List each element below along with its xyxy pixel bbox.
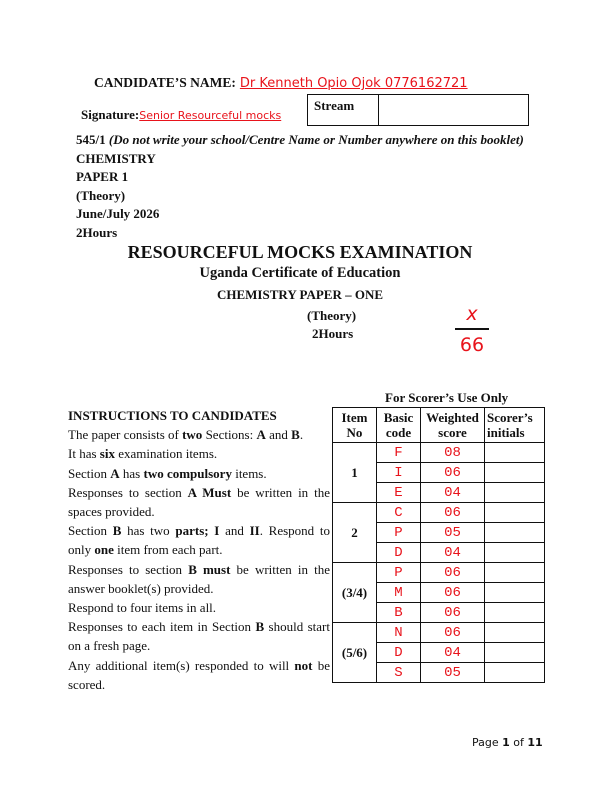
weighted-score: 05 <box>421 523 485 543</box>
paper-code-line <box>76 131 524 150</box>
candidate-name-value: Dr Kenneth Opio Ojok 0776162721 <box>239 76 468 91</box>
instruction-4: Responses to section A Must be written in the spaces provided. <box>68 484 331 520</box>
paper-date: June/July 2026 <box>76 206 160 221</box>
scorer-initials-cell[interactable] <box>485 623 545 643</box>
weighted-score: 06 <box>421 463 485 483</box>
basic-code: N <box>377 623 421 643</box>
score-fraction <box>452 302 492 356</box>
instructions-heading: INSTRUCTIONS TO CANDIDATES <box>68 408 277 423</box>
scorer-table-header <box>333 408 545 443</box>
instruction-6: Responses to section B must be written in the answer booklet(s) provided. <box>68 561 331 596</box>
page-number: Page 1 of 11 <box>472 736 543 749</box>
scorer-initials-cell[interactable] <box>485 463 545 483</box>
basic-code: D <box>377 543 421 563</box>
paper-details <box>76 131 524 242</box>
basic-code: B <box>377 603 421 623</box>
scorer-initials-cell[interactable] <box>485 603 545 623</box>
basic-code: S <box>377 663 421 683</box>
stream-divider <box>378 95 379 125</box>
table-row <box>333 443 545 463</box>
paper-number: PAPER 1 <box>76 169 129 184</box>
scorer-caption: For Scorer’s Use Only <box>385 390 509 405</box>
scorer-initials-cell[interactable] <box>485 643 545 663</box>
paper-duration: 2Hours <box>76 224 118 240</box>
stream-label: Stream <box>314 98 355 113</box>
paper-subject: CHEMISTRY <box>76 150 156 166</box>
instruction-9: Any additional item(s) responded to will not be scored. <box>68 657 330 692</box>
basic-code: C <box>377 503 421 523</box>
instruction-2: It has six examination items. <box>68 446 218 462</box>
scorer-initials-cell[interactable] <box>485 443 545 463</box>
basic-code: D <box>377 643 421 663</box>
scorer-initials-cell[interactable] <box>485 663 545 683</box>
paper-code: 545/1 <box>76 132 106 147</box>
instruction-7: Respond to four items in all. <box>68 600 217 616</box>
scorer-initials-cell[interactable] <box>485 583 545 603</box>
weighted-score: 06 <box>421 623 485 643</box>
table-row <box>333 623 545 643</box>
header-weighted-score: Weighted score <box>421 408 485 443</box>
item-number: 2 <box>333 503 377 563</box>
signature-label: Signature: <box>81 107 140 122</box>
weighted-score: 04 <box>421 643 485 663</box>
weighted-score: 04 <box>421 483 485 503</box>
weighted-score: 05 <box>421 663 485 683</box>
exam-title: RESOURCEFUL MOCKS EXAMINATION <box>127 242 473 262</box>
scorer-initials-cell[interactable] <box>485 523 545 543</box>
item-number: 1 <box>333 443 377 503</box>
instruction-5: Section B has two parts; I and II. Respond to only one item from each part. <box>68 523 330 558</box>
scorer-initials-cell[interactable] <box>485 503 545 523</box>
item-number: (3/4) <box>333 563 377 623</box>
weighted-score: 06 <box>421 583 485 603</box>
header-basic-code: Basic code <box>377 408 421 443</box>
basic-code: E <box>377 483 421 503</box>
basic-code: F <box>377 443 421 463</box>
signature-line <box>81 107 281 123</box>
score-denominator: 66 <box>459 333 485 356</box>
paper-note: (Do not write your school/Centre Name or Number anywhere on this booklet) <box>108 132 524 147</box>
basic-code: P <box>377 523 421 543</box>
table-row <box>333 503 545 523</box>
basic-code: M <box>377 583 421 603</box>
candidate-name-line <box>94 75 468 91</box>
weighted-score: 06 <box>421 503 485 523</box>
header-scorer-initials: Scorer’s initials <box>485 408 545 443</box>
signature-value: Senior Resourceful mocks <box>139 109 282 122</box>
stream-box <box>307 94 529 126</box>
instruction-3: Section A has two compulsory items. <box>68 465 267 481</box>
paper-type-center: (Theory) <box>307 308 357 323</box>
basic-code: P <box>377 563 421 583</box>
header-item-no: Item No <box>333 408 377 443</box>
instruction-8: Responses to each item in Section B should start on a fresh page. <box>68 619 330 654</box>
weighted-score: 04 <box>421 543 485 563</box>
scorer-initials-cell[interactable] <box>485 563 545 583</box>
paper-title: CHEMISTRY PAPER – ONE <box>216 287 384 302</box>
instruction-1: The paper consists of two Sections: A and B. <box>68 427 304 443</box>
weighted-score: 06 <box>421 563 485 583</box>
instructions <box>68 406 330 694</box>
paper-type: (Theory) <box>76 187 126 203</box>
basic-code: I <box>377 463 421 483</box>
item-number: (5/6) <box>333 623 377 683</box>
candidate-name-label: CANDIDATE’S NAME: <box>94 75 236 90</box>
weighted-score: 08 <box>421 443 485 463</box>
certificate-title: Uganda Certificate of Education <box>199 265 401 281</box>
score-numerator: x <box>466 303 478 325</box>
scorer-table <box>332 407 545 683</box>
scorer-initials-cell[interactable] <box>485 543 545 563</box>
duration-center: 2Hours <box>312 326 354 341</box>
weighted-score: 06 <box>421 603 485 623</box>
scorer-initials-cell[interactable] <box>485 483 545 503</box>
table-row <box>333 563 545 583</box>
fraction-bar <box>455 328 489 330</box>
